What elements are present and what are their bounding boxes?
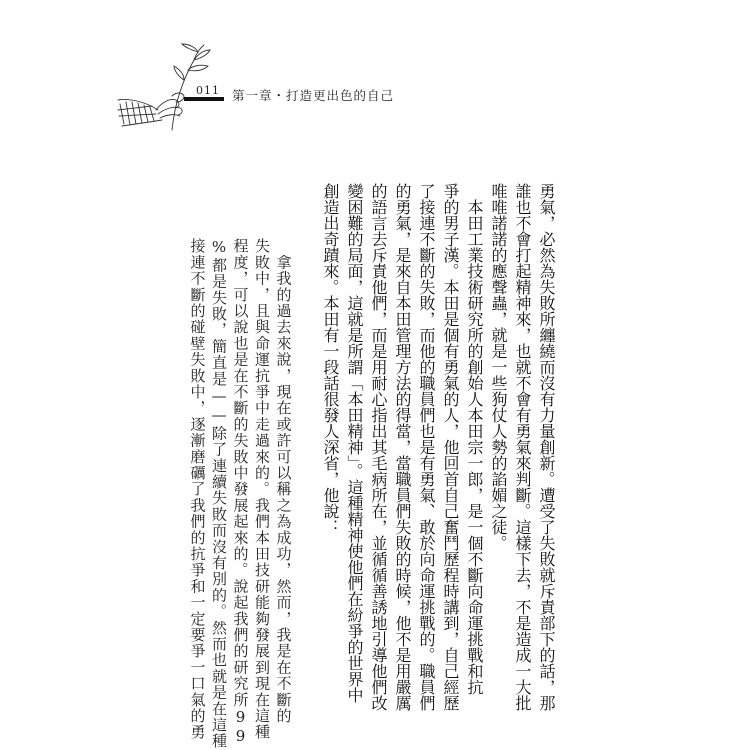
- quote-column: %都是失敗，簡直是——除了連續失敗而沒有別的。然而也就是在這種: [210, 238, 228, 750]
- text-column: 了接連不斷的失敗，而他的職員們也是有勇氣、敢於向命運挑戰的。職員們: [417, 183, 436, 711]
- quote-column: 拿我的過去來說，現在或許可以稱之為成功，然而，我是在不斷的: [274, 238, 293, 724]
- header-rule: [184, 97, 224, 101]
- chapter-title: 第一章・打造更出色的自己: [232, 88, 395, 103]
- text-column: 變困難的局面，這就是所謂「本田精神」。這種精神使他們在紛爭的世界中: [345, 183, 364, 703]
- quote-column: 失敗中，且與命運抗爭中走過來的。我們本田技研能夠發展到現在這種: [253, 238, 271, 741]
- text-column: 的語言去斥責他們，而是用耐心指出其毛病所在，並循循善誘地引導他們改: [369, 183, 388, 711]
- text-column: 唯唯諾諾的應聲蟲，就是一些狗仗人勢的諂媚之徒。: [489, 183, 508, 551]
- text-column: 誰也不會打起精神來，也就不會有勇氣來判斷。這樣下去，不是造成一大批: [513, 183, 532, 711]
- text-column: 爭的男子漢。本田是個有勇氣的人，他回首自己奮鬥歷程時講到，自己經歷: [441, 183, 460, 711]
- text-column: 創造出奇蹟來。本田有一段話很發人深省，他說：: [321, 183, 340, 535]
- text-column: 本田工業技術研究所的創始人本田宗一郎，是一個不斷向命運挑戰和抗: [465, 183, 484, 695]
- quote-column: 程度，可以說也是在不斷的失敗中發展起來的。說起我們的研究所99: [231, 238, 250, 747]
- quote-block: [186, 238, 294, 750]
- quote-column: 接連不斷的碰壁失敗中，逐漸磨礪了我們的抗爭和一定要爭一口氣的勇: [188, 238, 207, 741]
- text-column: 的勇氣，是來自本田管理方法的得當，當職員們失敗的時候，他不是用嚴厲: [393, 183, 412, 711]
- text-column: 勇氣，必然為失敗所纏繞而沒有力量創新。遭受了失敗就斥責部下的話，那: [537, 183, 556, 711]
- main-body-text: [318, 183, 558, 711]
- page-number: 011: [196, 84, 220, 97]
